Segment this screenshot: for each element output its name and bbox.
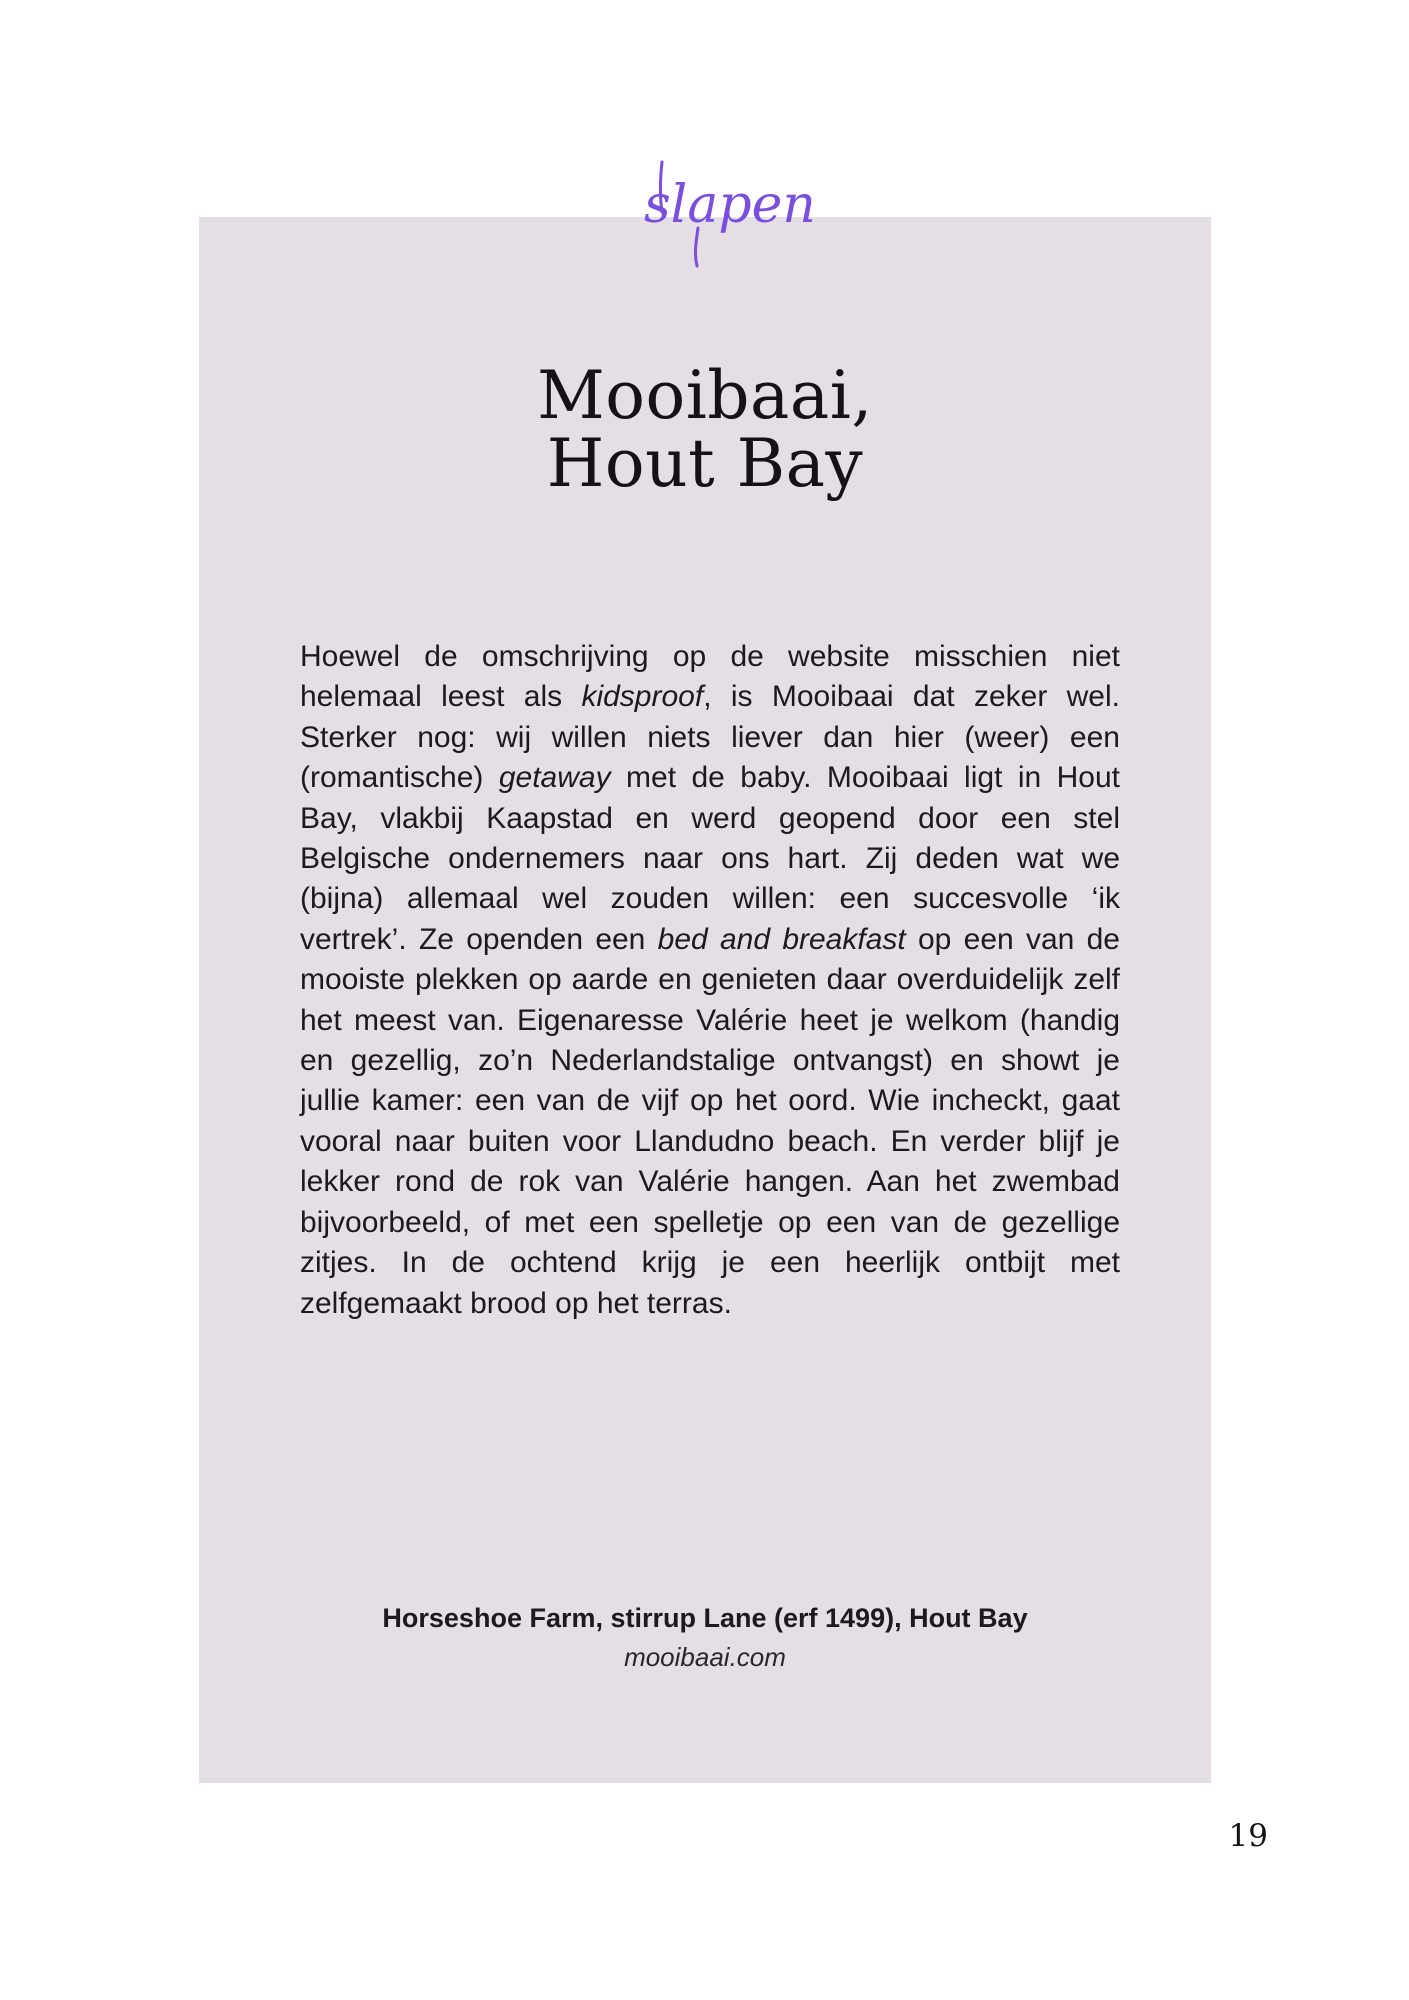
script-ascender-stroke (661, 162, 663, 212)
body-text-part: met de baby. Mooibaai ligt in Hout Bay, vlakbij Kaapstad en werd geopend door een stel Belgische ondernemers naar ons hart. Zij deden wat we (bijna) allemaal wel zouden willen: een succesvolle ‘ik vertrek’. Ze openden een (300, 761, 1120, 956)
address: Horseshoe Farm, stirrup Lane (erf 1499), Hout Bay (382, 1603, 1028, 1633)
body-emphasis: bed and breakfast (657, 922, 906, 956)
body-paragraph (300, 637, 1120, 1324)
title-line-2: Hout Bay (546, 425, 864, 502)
body-text-part: Hoewel de omschrijving op de website misschien niet helemaal leest als (300, 640, 1120, 714)
body-text-part: , is Mooibaai dat zeker wel. Sterker nog: wij willen niets liever dan hier (weer) een (romantische) (300, 680, 1120, 795)
body-emphasis: getaway (498, 761, 611, 795)
section-label-graphic (604, 150, 816, 270)
title-line-1: Mooibaai, (537, 357, 873, 434)
body-text-part: op een van de mooiste plekken op aarde en genieten daar overduidelijk zelf het meest van. Eigenaresse Valérie heet je welkom (handig en gezellig, zo’n Nederlandstalige ontvangst) en showt je jullie kamer: een van de vijf op het oord. Wie incheckt, gaat vooral naar buiten voor Llandudno beach. En verder blijf je lekker rond de rok van Valérie hangen. Aan het zwembad bijvoorbeeld, of met een spelletje op een van de gezellige zitjes. In de ochtend krijg je een heerlijk ontbijt met zelfgemaakt brood op het terras. (300, 922, 1120, 1320)
body-emphasis: kidsproof (581, 680, 704, 714)
website-link[interactable]: mooibaai.com (624, 1642, 786, 1672)
page-number: 19 (1228, 1818, 1268, 1854)
section-label: slapen (644, 175, 816, 235)
script-descender-stroke (695, 228, 698, 266)
page-title (199, 357, 1211, 502)
section-label-script (604, 150, 816, 270)
